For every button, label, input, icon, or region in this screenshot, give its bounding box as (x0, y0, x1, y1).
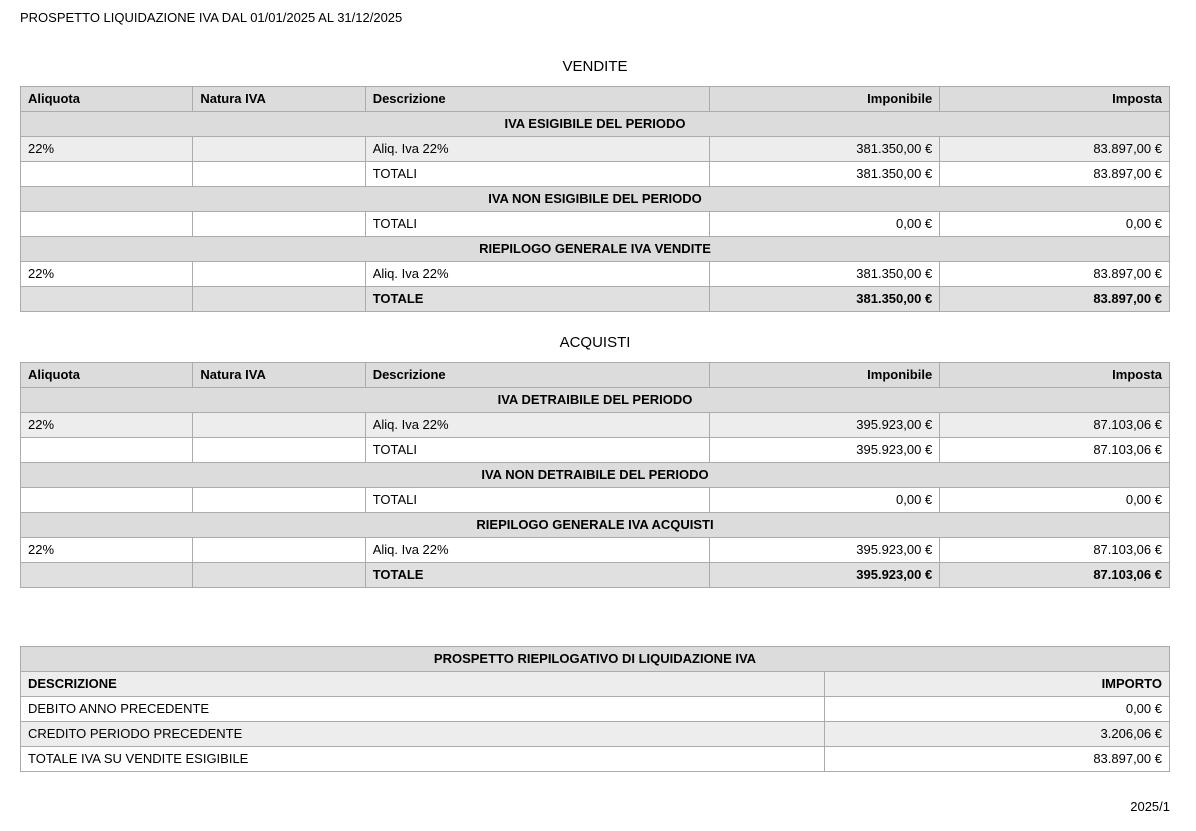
imposta-cell: 0,00 € (940, 212, 1170, 237)
descrizione-cell: Aliq. Iva 22% (365, 262, 710, 287)
column-header-imposta: Imposta (940, 87, 1170, 112)
aliquota-cell: 22% (21, 262, 193, 287)
section-header-row (21, 463, 1170, 488)
descrizione-cell: TOTALE (365, 563, 710, 588)
aliquota-cell: 22% (21, 413, 193, 438)
document-title: PROSPETTO LIQUIDAZIONE IVA DAL 01/01/2025 AL 31/12/2025 (20, 10, 403, 25)
summary-title-row (21, 647, 1170, 672)
column-header-natura-iva: Natura IVA (193, 363, 365, 388)
grand-total-row (21, 287, 1170, 312)
column-header-aliquota: Aliquota (21, 87, 193, 112)
summary-column-header-row (21, 672, 1170, 697)
section-header-row (21, 237, 1170, 262)
natura-cell (193, 538, 365, 563)
natura-cell (193, 488, 365, 513)
section-header-cell: RIEPILOGO GENERALE IVA VENDITE (21, 237, 1170, 262)
table-row (21, 488, 1170, 513)
column-header-imposta: Imposta (940, 363, 1170, 388)
imponibile-cell: 395.923,00 € (710, 563, 940, 588)
acquisti-table (20, 362, 1170, 588)
imposta-cell: 83.897,00 € (940, 262, 1170, 287)
descrizione-cell: TOTALE (365, 287, 710, 312)
section-header-cell: IVA DETRAIBILE DEL PERIODO (21, 388, 1170, 413)
imponibile-cell: 395.923,00 € (710, 413, 940, 438)
vendite-table (20, 86, 1170, 312)
summary-value-cell: 3.206,06 € (825, 722, 1170, 747)
aliquota-cell (21, 212, 193, 237)
summary-value-cell: 0,00 € (825, 697, 1170, 722)
descrizione-cell: TOTALI (365, 162, 710, 187)
column-header-descrizione: Descrizione (365, 87, 710, 112)
natura-cell (193, 287, 365, 312)
summary-label-cell: TOTALE IVA SU VENDITE ESIGIBILE (21, 747, 825, 772)
imponibile-cell: 395.923,00 € (710, 538, 940, 563)
natura-cell (193, 438, 365, 463)
summary-label-cell: CREDITO PERIODO PRECEDENTE (21, 722, 825, 747)
descrizione-cell: TOTALI (365, 488, 710, 513)
section-header-cell: IVA NON DETRAIBILE DEL PERIODO (21, 463, 1170, 488)
section-header-cell: IVA NON ESIGIBILE DEL PERIODO (21, 187, 1170, 212)
summary-row (21, 722, 1170, 747)
natura-cell (193, 162, 365, 187)
summary-label-cell: DEBITO ANNO PRECEDENTE (21, 697, 825, 722)
summary-column-descrizione: DESCRIZIONE (21, 672, 825, 697)
imponibile-cell: 0,00 € (710, 488, 940, 513)
section-header-row (21, 187, 1170, 212)
column-header-row (21, 363, 1170, 388)
imponibile-cell: 381.350,00 € (710, 262, 940, 287)
vendite-heading: VENDITE (562, 58, 628, 75)
aliquota-cell: 22% (21, 538, 193, 563)
table-row (21, 137, 1170, 162)
aliquota-cell (21, 162, 193, 187)
summary-column-importo: IMPORTO (825, 672, 1170, 697)
column-header-row (21, 87, 1170, 112)
section-header-cell: IVA ESIGIBILE DEL PERIODO (21, 112, 1170, 137)
descrizione-cell: Aliq. Iva 22% (365, 538, 710, 563)
section-header-cell: RIEPILOGO GENERALE IVA ACQUISTI (21, 513, 1170, 538)
imponibile-cell: 381.350,00 € (710, 287, 940, 312)
table-row (21, 212, 1170, 237)
grand-total-row (21, 563, 1170, 588)
natura-cell (193, 413, 365, 438)
descrizione-cell: Aliq. Iva 22% (365, 413, 710, 438)
table-row (21, 162, 1170, 187)
imposta-cell: 83.897,00 € (940, 137, 1170, 162)
column-header-natura-iva: Natura IVA (193, 87, 365, 112)
imposta-cell: 83.897,00 € (940, 287, 1170, 312)
table-row (21, 262, 1170, 287)
imposta-cell: 87.103,06 € (940, 413, 1170, 438)
natura-cell (193, 212, 365, 237)
imposta-cell: 0,00 € (940, 488, 1170, 513)
imposta-cell: 87.103,06 € (940, 538, 1170, 563)
column-header-aliquota: Aliquota (21, 363, 193, 388)
column-header-descrizione: Descrizione (365, 363, 710, 388)
aliquota-cell: 22% (21, 137, 193, 162)
natura-cell (193, 563, 365, 588)
descrizione-cell: Aliq. Iva 22% (365, 137, 710, 162)
natura-cell (193, 262, 365, 287)
descrizione-cell: TOTALI (365, 212, 710, 237)
section-header-row (21, 513, 1170, 538)
summary-row (21, 747, 1170, 772)
summary-title: PROSPETTO RIEPILOGATIVO DI LIQUIDAZIONE IVA (21, 647, 1170, 672)
imponibile-cell: 381.350,00 € (710, 137, 940, 162)
section-header-row (21, 388, 1170, 413)
table-row (21, 413, 1170, 438)
imponibile-cell: 381.350,00 € (710, 162, 940, 187)
column-header-imponibile: Imponibile (710, 363, 940, 388)
aliquota-cell (21, 287, 193, 312)
page-number: 2025/1 (1130, 799, 1170, 814)
acquisti-heading: ACQUISTI (559, 334, 631, 351)
imposta-cell: 87.103,06 € (940, 563, 1170, 588)
summary-table (20, 646, 1170, 772)
imponibile-cell: 0,00 € (710, 212, 940, 237)
column-header-imponibile: Imponibile (710, 87, 940, 112)
natura-cell (193, 137, 365, 162)
summary-row (21, 697, 1170, 722)
table-row (21, 438, 1170, 463)
aliquota-cell (21, 488, 193, 513)
aliquota-cell (21, 438, 193, 463)
imponibile-cell: 395.923,00 € (710, 438, 940, 463)
section-header-row (21, 112, 1170, 137)
descrizione-cell: TOTALI (365, 438, 710, 463)
table-row (21, 538, 1170, 563)
imposta-cell: 87.103,06 € (940, 438, 1170, 463)
aliquota-cell (21, 563, 193, 588)
summary-value-cell: 83.897,00 € (825, 747, 1170, 772)
imposta-cell: 83.897,00 € (940, 162, 1170, 187)
